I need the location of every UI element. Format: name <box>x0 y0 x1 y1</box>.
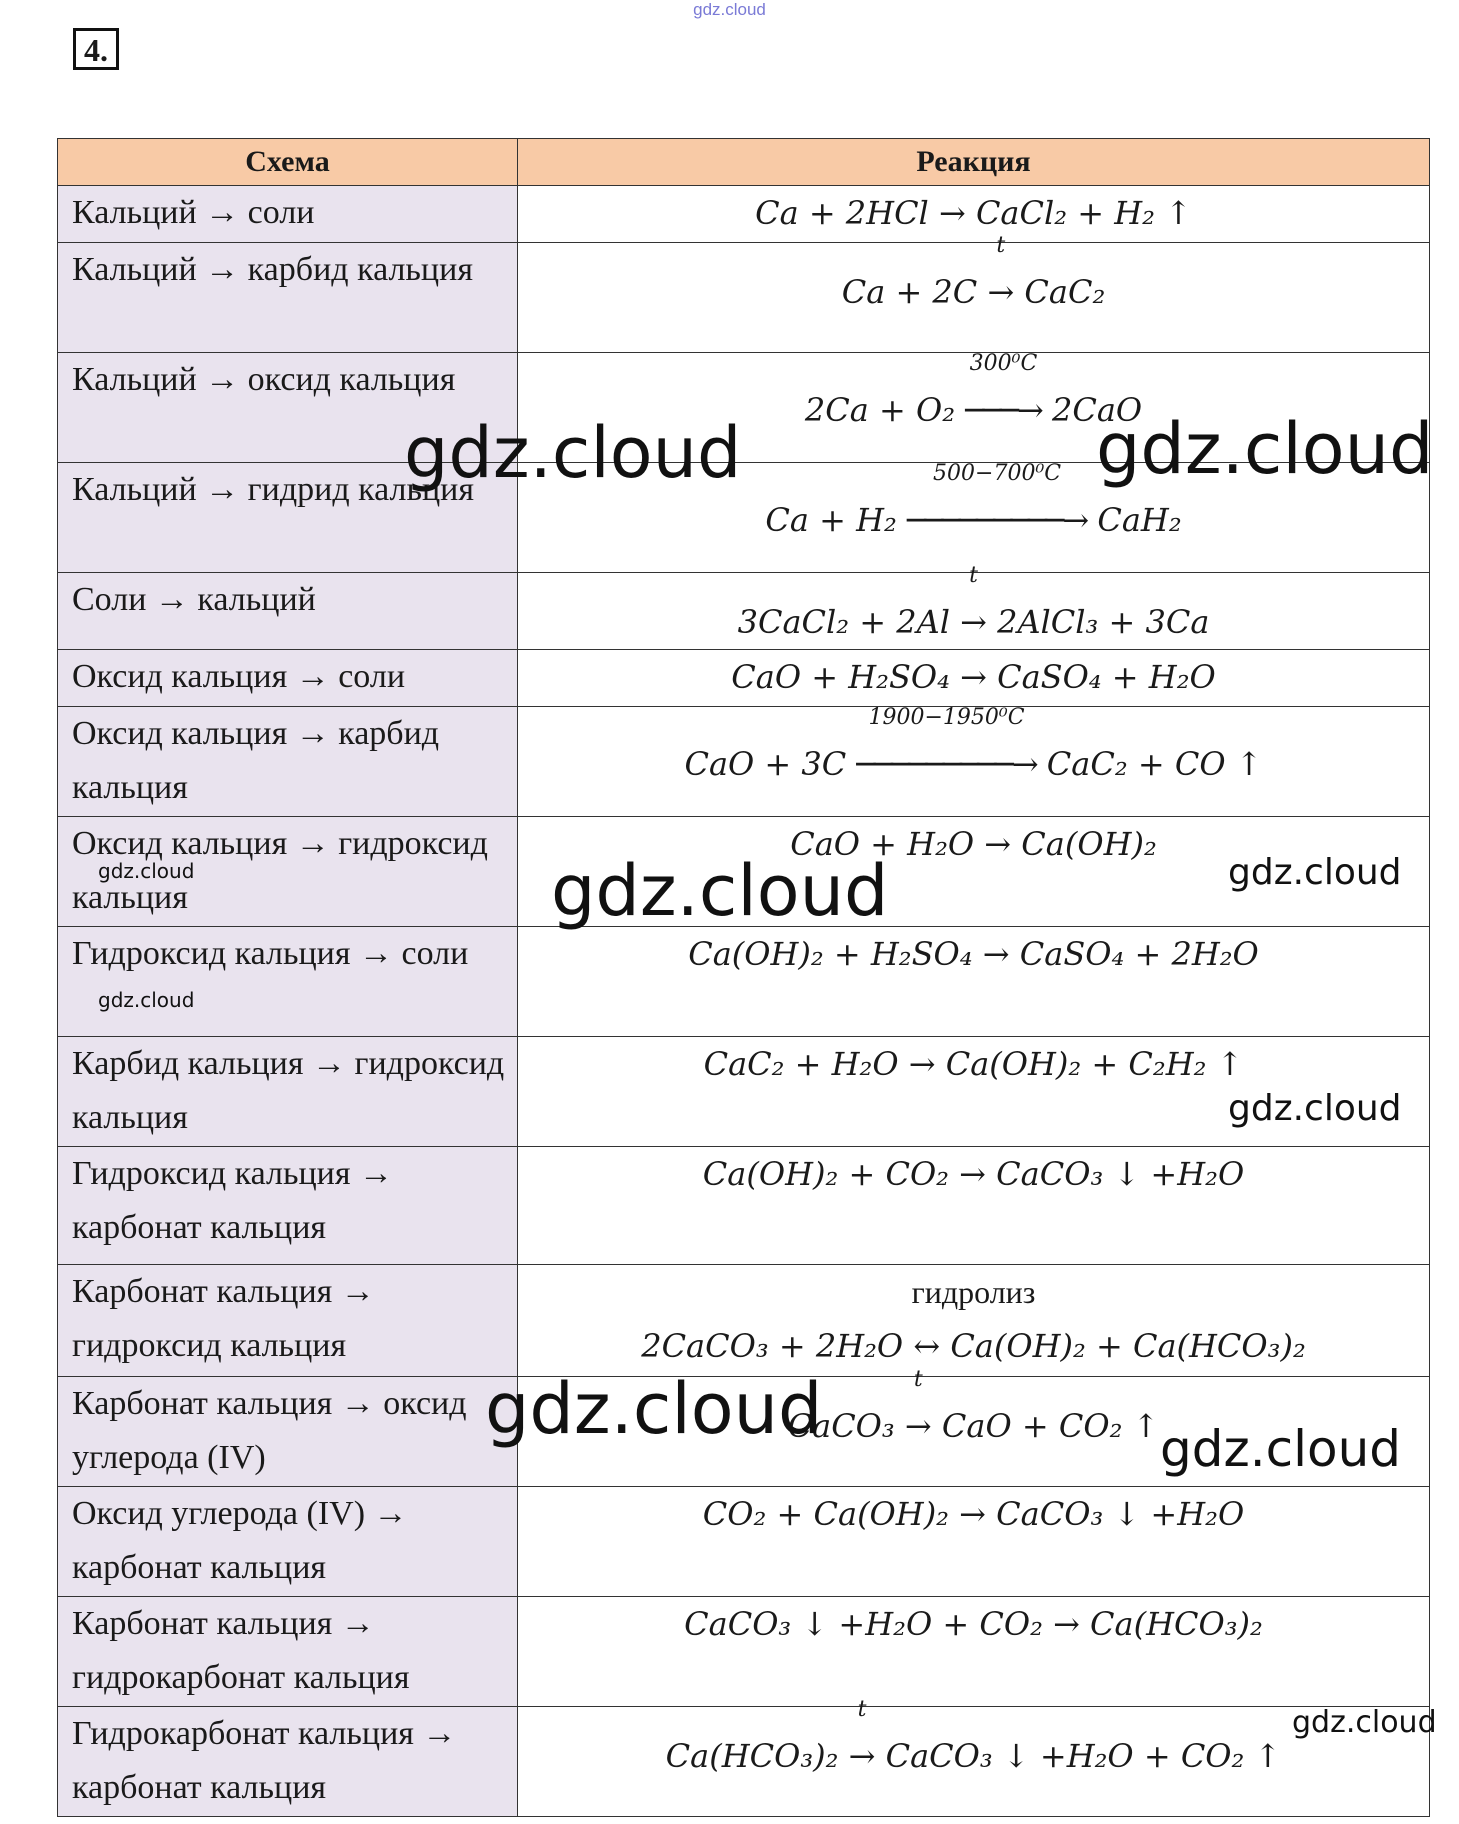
watermark: gdz.cloud <box>1228 852 1402 893</box>
equation-left: CO₂ + Ca(OH)₂ → CaCO₃ ↓ +H₂O <box>702 1495 1245 1533</box>
conditional-arrow <box>848 1697 876 1783</box>
scheme-cell: Кальций → соли <box>58 186 518 243</box>
reaction-cell <box>518 927 1430 1037</box>
equation-left: Ca(OH)₂ + H₂SO₄ → CaSO₄ + 2H₂O <box>688 935 1259 973</box>
equation-left: Ca + H₂ <box>765 501 907 539</box>
arrow-icon: → <box>960 603 987 641</box>
reaction-cell <box>518 1265 1430 1377</box>
watermark: gdz.cloud <box>98 859 195 883</box>
arrow-icon: → <box>848 1737 876 1775</box>
reaction-condition: t <box>913 1367 923 1392</box>
equation <box>518 1319 1429 1373</box>
arrow-icon: ─────────→ <box>856 745 1037 783</box>
scheme-cell: Кальций → оксид кальция <box>58 353 518 463</box>
reaction-condition: t <box>996 233 1006 258</box>
scheme-cell: Карбонат кальция → оксид углерода (IV) <box>58 1377 518 1487</box>
table-row <box>58 927 1430 1037</box>
reaction-cell <box>518 1487 1430 1597</box>
scheme-cell: Карбид кальция → гидроксид кальция <box>58 1037 518 1147</box>
reaction-cell <box>518 650 1430 707</box>
reaction-condition: 300⁰C <box>969 351 1038 376</box>
watermark: gdz.cloud <box>404 412 742 494</box>
reaction-condition: 500−700⁰C <box>933 461 1062 486</box>
watermark: gdz.cloud <box>1292 1705 1437 1740</box>
equation-left: 3CaCl₂ + 2Al <box>737 603 961 641</box>
equation <box>518 927 1429 981</box>
watermark: gdz.cloud <box>1160 1420 1402 1478</box>
watermark: gdz.cloud <box>1096 408 1434 490</box>
equation-right: 2AlCl₃ + 3Ca <box>986 603 1210 641</box>
equation-right: CaC₂ + CO ↑ <box>1036 745 1263 783</box>
equation-right: CaCO₃ ↓ +H₂O + CO₂ ↑ <box>875 1737 1282 1775</box>
scheme-cell: Кальций → гидрид кальция <box>58 463 518 573</box>
reaction-condition: 1900−1950⁰C <box>868 705 1025 730</box>
exercise-number: 4. <box>73 28 119 70</box>
reaction-note: гидролиз <box>911 1274 1036 1310</box>
equation-left: Ca(OH)₂ + CO₂ → CaCO₃ ↓ +H₂O <box>702 1155 1245 1193</box>
equation-left: 2Ca + O₂ <box>804 391 966 429</box>
table-row <box>58 1597 1430 1707</box>
equation <box>518 1597 1429 1651</box>
scheme-cell: Гидрокарбонат кальция → карбонат кальция <box>58 1707 518 1817</box>
scheme-cell: Гидроксид кальция → соли <box>58 927 518 1037</box>
equation <box>518 563 1429 649</box>
header-scheme: Схема <box>58 139 518 186</box>
table-header-row <box>58 139 1430 186</box>
equation-left: Ca + 2C <box>841 273 988 311</box>
conditional-arrow <box>987 233 1015 319</box>
arrow-icon: ───→ <box>965 391 1042 429</box>
scheme-cell: Оксид кальция → карбид кальция <box>58 707 518 817</box>
equation-right: CaC₂ <box>1014 273 1106 311</box>
table-row <box>58 707 1430 817</box>
arrow-icon: → <box>987 273 1015 311</box>
watermark: gdz.cloud <box>551 850 889 932</box>
equation <box>518 650 1429 704</box>
scheme-cell: Кальций → карбид кальция <box>58 243 518 353</box>
table-row <box>58 1147 1430 1265</box>
table-row <box>58 1487 1430 1597</box>
equation-left: CaO + H₂SO₄ → CaSO₄ + H₂O <box>731 658 1216 696</box>
scheme-cell: Оксид кальция → соли <box>58 650 518 707</box>
equation-left: CaC₂ + H₂O → Ca(OH)₂ + C₂H₂ ↑ <box>703 1045 1244 1083</box>
reaction-cell <box>518 1597 1430 1707</box>
top-watermark: gdz.cloud <box>693 0 766 19</box>
reaction-cell <box>518 233 1430 353</box>
equation <box>518 1147 1429 1201</box>
table-row <box>58 243 1430 353</box>
watermark: gdz.cloud <box>98 988 195 1012</box>
reaction-condition: t <box>969 563 978 588</box>
scheme-cell: Карбонат кальция → гидроксид кальция <box>58 1265 518 1377</box>
equation-left: CaCO₃ ↓ +H₂O + CO₂ → Ca(HCO₃)₂ <box>684 1605 1263 1643</box>
equation-right: 2CaO <box>1041 391 1143 429</box>
reaction-cell <box>518 186 1430 243</box>
equation-left: CaCO₃ <box>787 1407 905 1445</box>
table-row <box>58 573 1430 650</box>
equation <box>518 1037 1429 1091</box>
reaction-cell <box>518 1147 1430 1265</box>
equation-right: CaH₂ <box>1087 501 1182 539</box>
table-row <box>58 186 1430 243</box>
table-row <box>58 650 1430 707</box>
equation-left: Ca + 2HCl → CaCl₂ + H₂ ↑ <box>755 194 1192 232</box>
table-row <box>58 1037 1430 1147</box>
arrow-icon: ─────────→ <box>906 501 1088 539</box>
conditional-arrow <box>965 351 1042 437</box>
equation <box>518 186 1429 240</box>
arrow-icon: → <box>904 1407 932 1445</box>
conditional-arrow <box>904 1367 932 1453</box>
table-row <box>58 1707 1430 1817</box>
conditional-arrow <box>906 461 1088 547</box>
equation-right: CaO + CO₂ ↑ <box>931 1407 1160 1445</box>
scheme-cell: Карбонат кальция → гидрокарбонат кальция <box>58 1597 518 1707</box>
header-reaction: Реакция <box>518 139 1430 186</box>
equation <box>518 707 1429 791</box>
scheme-cell: Оксид углерода (IV) → карбонат кальция <box>58 1487 518 1597</box>
table-row <box>58 1265 1430 1377</box>
scheme-cell: Соли → кальций <box>58 573 518 650</box>
conditional-arrow <box>856 705 1037 791</box>
reaction-table <box>57 138 1430 1817</box>
reaction-condition: t <box>857 1697 867 1722</box>
equation-left: Ca(HCO₃)₂ <box>665 1737 849 1775</box>
equation-left: CaO + H₂O → Ca(OH)₂ <box>790 825 1157 863</box>
equation-left: 2CaCO₃ + 2H₂O ↔ Ca(OH)₂ + Ca(HCO₃)₂ <box>641 1327 1306 1365</box>
conditional-arrow <box>960 563 987 649</box>
reaction-cell <box>518 563 1430 650</box>
equation-left: CaO + 3C <box>684 745 857 783</box>
scheme-cell: Оксид кальция → гидроксид кальция <box>58 817 518 927</box>
watermark: gdz.cloud <box>1228 1088 1402 1129</box>
scheme-cell: Гидроксид кальция → карбонат кальция <box>58 1147 518 1265</box>
watermark: gdz.cloud <box>485 1368 823 1450</box>
reaction-cell <box>518 707 1430 817</box>
equation <box>518 1487 1429 1541</box>
equation <box>518 233 1429 319</box>
